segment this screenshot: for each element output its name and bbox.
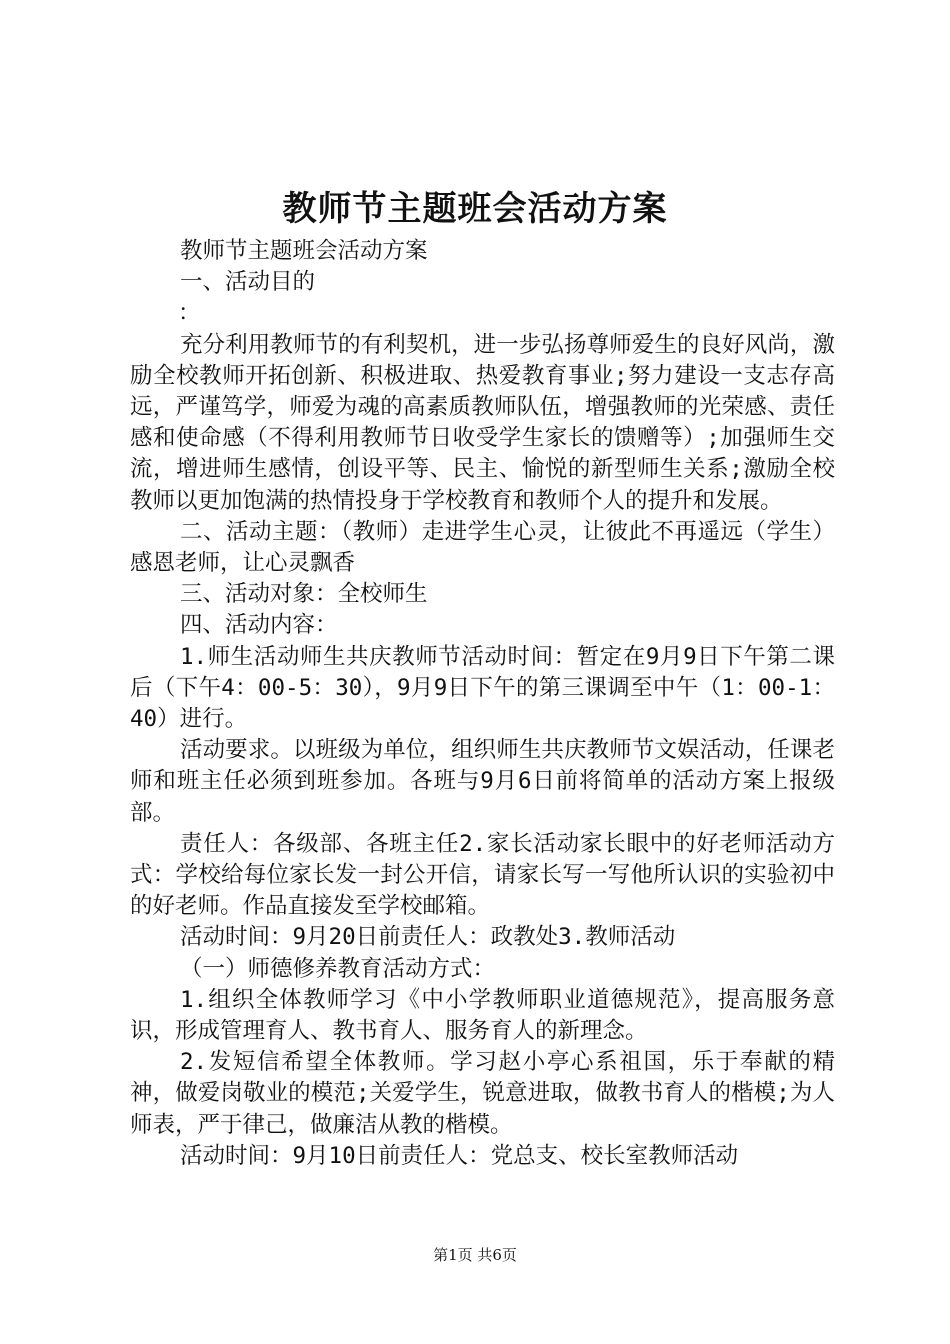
paragraph-audience: 三、活动对象：全校师生 — [180, 581, 428, 608]
paragraph-ethics-2: 2.发短信希望全体教师。学习赵小亭心系祖国，乐于奉献的精神，做爱岗敬业的模范;关爱学生，锐意进取，做教书育人的楷模;为人师表，严于律己，做廉洁从教的楷模。 — [130, 1049, 835, 1138]
paragraph-subtitle: 教师节主题班会活动方案 — [180, 238, 428, 264]
heading-content: 四、活动内容： — [180, 612, 338, 639]
heading-purpose: 一、活动目的 — [180, 269, 316, 296]
paragraph-responsible-1: 责任人：各级部、各班主任2.家长活动家长眼中的好老师活动方式：学校给每位家长发一封公开信，请家长写一写他所认识的实验初中的好老师。作品直接发至学校邮箱。 — [130, 830, 835, 920]
document-title: 教师节主题班会活动方案 — [282, 189, 668, 229]
paragraph-ethics-1: 1.组织全体教师学习《中小学教师职业道德规范》，提高服务意识，形成管理育人、教书育人、服务育人的新理念。 — [130, 986, 835, 1045]
page-footer: 第1页 共6页 — [433, 1246, 517, 1264]
paragraph-requirements: 活动要求。以班级为单位，组织师生共庆教师节文娱活动，任课老师和班主任必须到班参加。各班与9月6日前将简单的活动方案上报级部。 — [130, 737, 835, 826]
document-body — [130, 236, 835, 1172]
paragraph-ethics-heading: （一）师德修养教育活动方式： — [180, 955, 496, 982]
paragraph-activity-1: 1.师生活动师生共庆教师节活动时间：暂定在9月9日下午第二课后（下午4：00-5：30），9月9日下午的第三课调至中午（1：00-1：40）进行。 — [130, 643, 835, 733]
paragraph-time-1: 活动时间：9月20日前责任人：政教处3.教师活动 — [180, 924, 676, 951]
purpose-colon: ： — [178, 300, 201, 327]
paragraph-purpose: 充分利用教师节的有利契机，进一步弘扬尊师爱生的良好风尚，激励全校教师开拓创新、积极进取、热爱教育事业;努力建设一支志存高远，严谨笃学，师爱为魂的高素质教师队伍，增强教师的光荣感、责任感和使命感（不得利用教师节日收受学生家长的馈赠等）;加强师生交流，增进师生感情，创设平等、民主、愉悦的新型师生关系;激励全校教师以更加饱满的热情投身于学校教育和教师个人的提升和发展。 — [130, 331, 835, 514]
paragraph-theme: 二、活动主题：（教师）走进学生心灵，让彼此不再遥远（学生）感恩老师，让心灵飘香 — [130, 518, 835, 577]
paragraph-time-2: 活动时间：9月10日前责任人：党总支、校长室教师活动 — [180, 1142, 739, 1169]
